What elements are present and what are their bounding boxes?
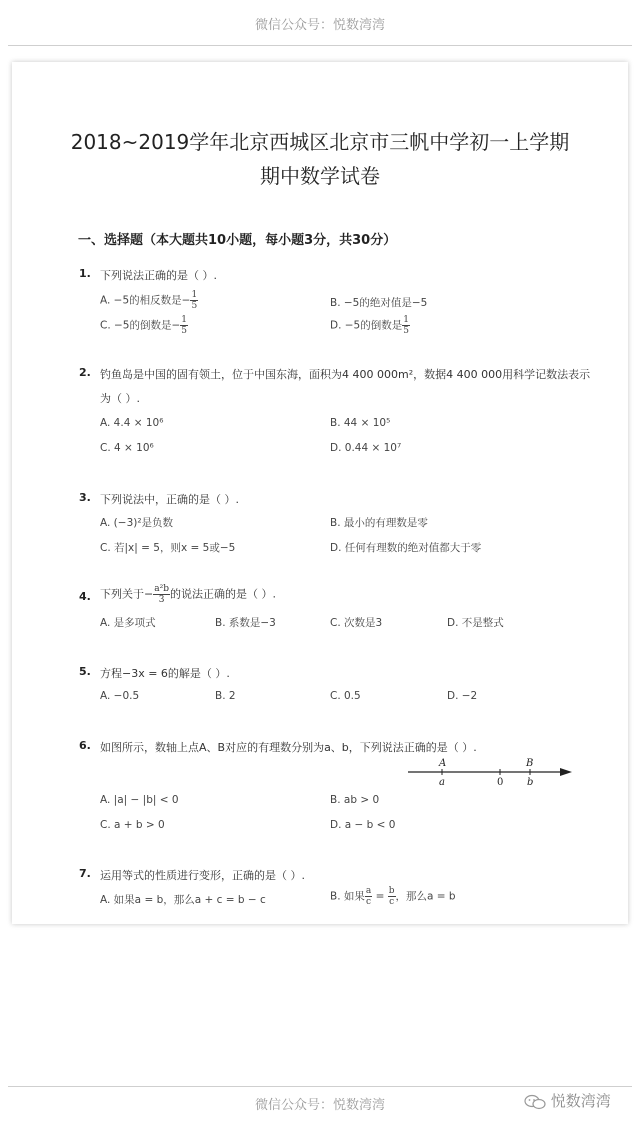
q7-option-b bbox=[330, 886, 456, 907]
q1-option-d-frac bbox=[402, 315, 410, 336]
q5-option-d: D. −2 bbox=[447, 690, 478, 702]
q1-number: 1. bbox=[79, 267, 91, 280]
q7-text: 运用等式的性质进行变形，正确的是（ ）. bbox=[100, 869, 305, 882]
axis-arrow bbox=[560, 768, 572, 776]
doc-title-line2: 期中数学试卷 bbox=[260, 164, 380, 188]
label-a: a bbox=[439, 777, 445, 788]
q7-option-b-frac2 bbox=[388, 886, 396, 907]
exam-sheet bbox=[12, 62, 628, 924]
label-point-b: B bbox=[526, 758, 534, 769]
q2-option-a: A. 4.4 × 10⁶ bbox=[100, 417, 164, 429]
q1-option-a-frac bbox=[190, 290, 198, 311]
q5-option-b: B. 2 bbox=[215, 690, 236, 702]
brand-mark bbox=[524, 1090, 611, 1111]
watermark-top: 微信公众号：悦数湾湾 bbox=[254, 18, 385, 33]
q2-option-d: D. 0.44 × 10⁷ bbox=[330, 442, 402, 454]
q3-option-c: C. 若|x| = 5，则x = 5或−5 bbox=[100, 542, 236, 554]
doc-title-line1: 2018~2019学年北京西城区北京市三帆中学初一上学期 bbox=[70, 130, 570, 154]
q4-text bbox=[100, 584, 276, 605]
q1-option-d bbox=[330, 315, 410, 336]
q2-text-cont: 为（ ）. bbox=[100, 392, 140, 405]
q5-number: 5. bbox=[79, 665, 91, 678]
q6-number: 6. bbox=[79, 739, 91, 752]
q4-option-c: C. 次数是3 bbox=[330, 617, 383, 629]
q6-text: 如图所示，数轴上点A、B对应的有理数分别为a、b，下列说法正确的是（ ）. bbox=[100, 741, 477, 754]
q3-number: 3. bbox=[79, 491, 91, 504]
q1-option-a bbox=[100, 290, 198, 311]
q6-option-d: D. a − b < 0 bbox=[330, 819, 396, 831]
q7-option-b-post: ，那么a = b bbox=[395, 890, 456, 903]
wechat-icon bbox=[524, 1094, 546, 1110]
q5-text: 方程−3x = 6的解是（ ）. bbox=[100, 667, 230, 680]
section-heading: 一、选择题（本大题共10小题，每小题3分，共30分） bbox=[78, 233, 397, 248]
frac-den: 5 bbox=[191, 301, 198, 311]
q5-option-c: C. 0.5 bbox=[330, 690, 361, 702]
q6-option-b: B. ab > 0 bbox=[330, 794, 380, 806]
brand-name: 悦数湾湾 bbox=[550, 1092, 611, 1110]
q3-option-b: B. 最小的有理数是零 bbox=[330, 517, 428, 529]
q2-text: 钓鱼岛是中国的固有领土，位于中国东海，面积为4 400 000m²，数据4 400 000用科学记数法表示 bbox=[100, 368, 591, 381]
frac-num: a bbox=[365, 886, 372, 896]
watermark-bottom: 微信公众号：悦数湾湾 bbox=[254, 1098, 385, 1113]
q4-text-post: 的说法正确的是（ ）. bbox=[169, 587, 276, 601]
q1-text: 下列说法正确的是（ ）. bbox=[100, 269, 217, 282]
q4-text-pre: 下列关于− bbox=[100, 587, 154, 601]
q3-option-d: D. 任何有理数的绝对值都大于零 bbox=[330, 542, 482, 554]
frac-den: 5 bbox=[181, 326, 188, 336]
q1-option-c-text: C. −5的倒数是− bbox=[100, 319, 181, 332]
q1-option-a-text: A. −5的相反数是− bbox=[100, 294, 191, 307]
frac-den: 5 bbox=[403, 326, 409, 336]
q6-option-c: C. a + b > 0 bbox=[100, 819, 165, 831]
frac-num: 1 bbox=[191, 290, 198, 300]
q7-option-a: A. 如果a = b，那么a + c = b − c bbox=[100, 894, 266, 906]
q4-frac bbox=[153, 584, 170, 605]
divider-bottom bbox=[8, 1086, 632, 1087]
q1-option-b: B. −5的绝对值是−5 bbox=[330, 297, 428, 309]
q5-option-a: A. −0.5 bbox=[100, 690, 140, 702]
frac-num: b bbox=[388, 886, 395, 896]
q1-option-c-frac bbox=[180, 315, 188, 336]
number-line-figure bbox=[406, 754, 576, 790]
q7-option-b-pre: B. 如果 bbox=[330, 890, 365, 903]
label-b: b bbox=[527, 777, 534, 788]
q4-number: 4. bbox=[79, 590, 91, 603]
frac-num: 1 bbox=[181, 315, 188, 325]
label-point-a: A bbox=[439, 758, 447, 769]
frac-num: a²b bbox=[154, 584, 169, 594]
frac-den: c bbox=[366, 897, 372, 907]
q4-option-a: A. 是多项式 bbox=[100, 617, 156, 629]
q2-option-c: C. 4 × 10⁶ bbox=[100, 442, 154, 454]
q1-option-c bbox=[100, 315, 188, 336]
q4-option-d: D. 不是整式 bbox=[447, 617, 504, 629]
q7-number: 7. bbox=[79, 867, 91, 880]
q1-option-d-text: D. −5的倒数是 bbox=[330, 319, 403, 332]
q6-option-a: A. |a| − |b| < 0 bbox=[100, 794, 179, 806]
frac-den: 3 bbox=[158, 595, 165, 605]
q7-option-b-eq: = bbox=[372, 890, 388, 903]
q2-number: 2. bbox=[79, 366, 91, 379]
q3-option-a: A. (−3)²是负数 bbox=[100, 517, 174, 529]
q2-option-b: B. 44 × 10⁵ bbox=[330, 417, 391, 429]
divider-top bbox=[8, 45, 632, 46]
label-zero: 0 bbox=[497, 777, 504, 788]
q4-option-b: B. 系数是−3 bbox=[215, 617, 276, 629]
frac-den: c bbox=[389, 897, 395, 907]
frac-num: 1 bbox=[403, 315, 409, 325]
q3-text: 下列说法中，正确的是（ ）. bbox=[100, 493, 239, 506]
